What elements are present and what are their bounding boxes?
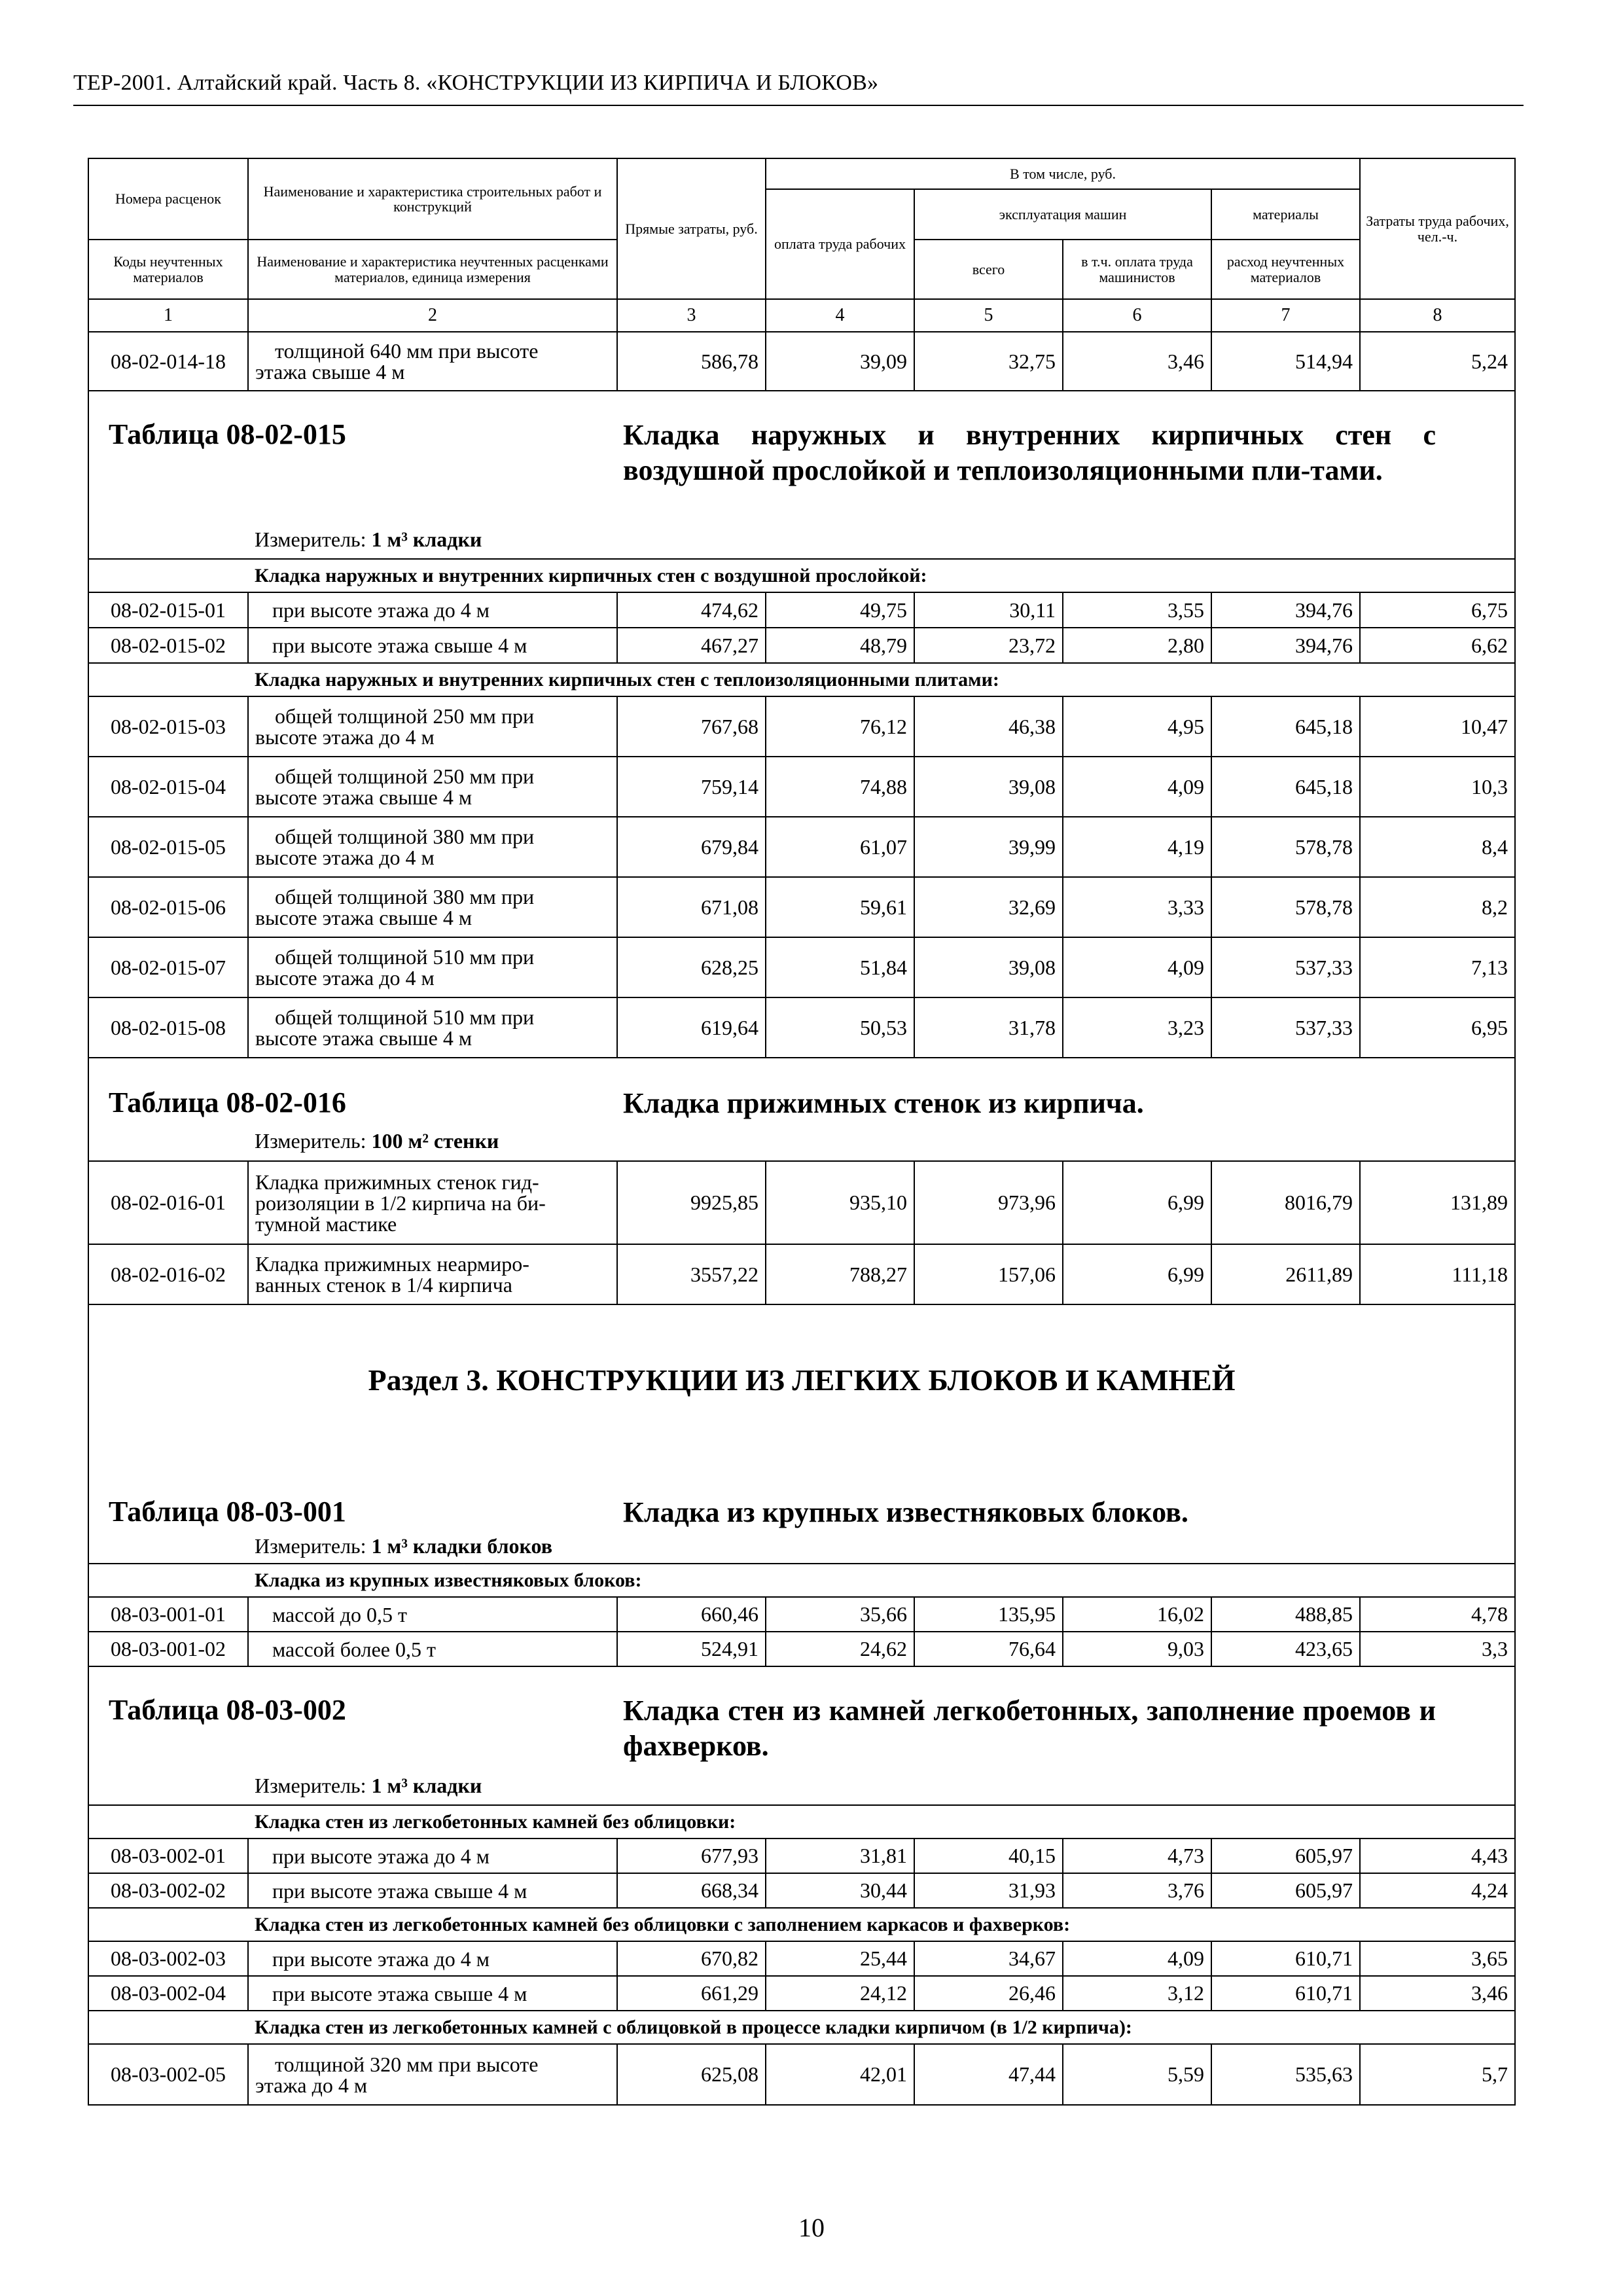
table-row: [88, 1839, 1515, 1873]
labor-hours: 10,47: [1360, 696, 1515, 757]
machines-total: 32,75: [914, 332, 1063, 391]
machines-total: 76,64: [914, 1632, 1063, 1666]
machinists-pay: 4,09: [1063, 757, 1211, 817]
direct-costs: 668,34: [617, 1873, 766, 1908]
subheading: Кладка стен из легкобетонных камней без облицовки с заполнением каркасов и фахверков:: [88, 1908, 1515, 1941]
col-materials-consumption: расход неучтенных материалов: [1211, 240, 1360, 299]
rate-code: 08-02-016-02: [88, 1244, 248, 1304]
rate-code: 08-02-015-01: [88, 592, 248, 628]
table-row: [88, 1632, 1515, 1666]
direct-costs: 625,08: [617, 2044, 766, 2105]
rate-code: 08-02-015-04: [88, 757, 248, 817]
machines-total: 46,38: [914, 696, 1063, 757]
labor-pay: 24,12: [766, 1976, 914, 2011]
machinists-pay: 3,12: [1063, 1976, 1211, 2011]
machines-total: 40,15: [914, 1839, 1063, 1873]
machines-total: 32,69: [914, 877, 1063, 937]
machinists-pay: 3,33: [1063, 877, 1211, 937]
rate-name: общей толщиной 380 мм при высоте этажа свыше 4 м: [248, 877, 617, 937]
table-row: [88, 2044, 1515, 2105]
rate-name: толщиной 320 мм при высоте этажа до 4 м: [248, 2044, 617, 2105]
table-row: [88, 696, 1515, 757]
table-08-02-015-heading: [88, 391, 1515, 559]
direct-costs: 3557,22: [617, 1244, 766, 1304]
col-machines-total: всего: [914, 240, 1063, 299]
direct-costs: 586,78: [617, 332, 766, 391]
labor-hours: 6,95: [1360, 997, 1515, 1058]
col-work-name: Наименование и характеристика строительных работ и конструкций: [248, 158, 617, 240]
materials-cost: 394,76: [1211, 592, 1360, 628]
rate-code: 08-02-015-05: [88, 817, 248, 877]
running-header: ТЕР-2001. Алтайский край. Часть 8. «КОНСТРУКЦИИ ИЗ КИРПИЧА И БЛОКОВ»: [73, 71, 879, 95]
table-row: [88, 332, 1515, 391]
rate-code: 08-02-014-18: [88, 332, 248, 391]
machines-total: 31,78: [914, 997, 1063, 1058]
subheading: Кладка наружных и внутренних кирпичных стен с теплоизоляционными плитами:: [88, 663, 1515, 696]
labor-pay: 30,44: [766, 1873, 914, 1908]
materials-cost: 537,33: [1211, 937, 1360, 997]
rate-name: Кладка прижимных стенок гид- роизоляции в 1/2 кирпича на би- тумной мастике: [248, 1161, 617, 1244]
rate-name: при высоте этажа свыше 4 м: [248, 1873, 617, 1908]
machines-total: 39,08: [914, 937, 1063, 997]
rate-name: общей толщиной 510 мм при высоте этажа до 4 м: [248, 937, 617, 997]
labor-pay: 76,12: [766, 696, 914, 757]
machinists-pay: 4,09: [1063, 937, 1211, 997]
materials-cost: 645,18: [1211, 696, 1360, 757]
machines-total: 23,72: [914, 628, 1063, 663]
machinists-pay: 3,46: [1063, 332, 1211, 391]
rate-code: 08-02-016-01: [88, 1161, 248, 1244]
labor-hours: 5,24: [1360, 332, 1515, 391]
materials-cost: 610,71: [1211, 1976, 1360, 2011]
direct-costs: 759,14: [617, 757, 766, 817]
col-number: 5: [914, 299, 1063, 332]
rate-name: массой более 0,5 т: [248, 1632, 617, 1666]
machines-total: 30,11: [914, 592, 1063, 628]
table-row: [88, 592, 1515, 628]
labor-hours: 8,2: [1360, 877, 1515, 937]
table-id: Таблица 08-03-002: [109, 1694, 346, 1726]
labor-pay: 24,62: [766, 1632, 914, 1666]
table-row: [88, 1941, 1515, 1976]
table-row: [88, 628, 1515, 663]
direct-costs: 660,46: [617, 1597, 766, 1632]
materials-cost: 488,85: [1211, 1597, 1360, 1632]
materials-cost: 535,63: [1211, 2044, 1360, 2105]
table-08-03-002-heading: [88, 1666, 1515, 1805]
labor-pay: 25,44: [766, 1941, 914, 1976]
rate-name: массой до 0,5 т: [248, 1597, 617, 1632]
machinists-pay: 16,02: [1063, 1597, 1211, 1632]
direct-costs: 670,82: [617, 1941, 766, 1976]
rate-name: общей толщиной 380 мм при высоте этажа до 4 м: [248, 817, 617, 877]
machines-total: 26,46: [914, 1976, 1063, 2011]
col-number: 2: [248, 299, 617, 332]
subheading: Кладка стен из легкобетонных камней с облицовкой в процессе кладки кирпичом (в 1/2 кирпича):: [88, 2011, 1515, 2044]
table-row: [88, 1244, 1515, 1304]
machines-total: 39,99: [914, 817, 1063, 877]
direct-costs: 619,64: [617, 997, 766, 1058]
machinists-pay: 4,73: [1063, 1839, 1211, 1873]
rate-name: при высоте этажа свыше 4 м: [248, 628, 617, 663]
table-row: [88, 1873, 1515, 1908]
labor-hours: 3,46: [1360, 1976, 1515, 2011]
col-number: 8: [1360, 299, 1515, 332]
rate-name: при высоте этажа до 4 м: [248, 592, 617, 628]
machines-total: 31,93: [914, 1873, 1063, 1908]
labor-pay: 42,01: [766, 2044, 914, 2105]
labor-hours: 4,24: [1360, 1873, 1515, 1908]
materials-cost: 605,97: [1211, 1839, 1360, 1873]
rate-code: 08-03-001-02: [88, 1632, 248, 1666]
labor-hours: 3,65: [1360, 1941, 1515, 1976]
rate-code: 08-03-002-02: [88, 1873, 248, 1908]
col-machines: эксплуатация машин: [914, 189, 1211, 240]
direct-costs: 628,25: [617, 937, 766, 997]
subheading: Кладка из крупных известняковых блоков:: [88, 1564, 1515, 1597]
table-row: [88, 1976, 1515, 2011]
machines-total: 973,96: [914, 1161, 1063, 1244]
labor-hours: 6,62: [1360, 628, 1515, 663]
labor-pay: 35,66: [766, 1597, 914, 1632]
table-title: Кладка прижимных стенок из кирпича.: [623, 1087, 1144, 1119]
rate-name: Кладка прижимных неармиро- ванных стенок в 1/4 кирпича: [248, 1244, 617, 1304]
direct-costs: 524,91: [617, 1632, 766, 1666]
machinists-pay: 4,09: [1063, 1941, 1211, 1976]
section-title: Раздел 3. КОНСТРУКЦИИ ИЗ ЛЕГКИХ БЛОКОВ И КАМНЕЙ: [368, 1363, 1236, 1397]
header-rule: [73, 105, 1524, 106]
table-measure: Измеритель: 1 м³ кладки: [255, 528, 482, 551]
rate-code: 08-03-002-03: [88, 1941, 248, 1976]
labor-pay: 51,84: [766, 937, 914, 997]
labor-pay: 935,10: [766, 1161, 914, 1244]
col-number: 6: [1063, 299, 1211, 332]
col-labor-pay: оплата труда рабочих: [766, 189, 914, 299]
materials-cost: 578,78: [1211, 817, 1360, 877]
table-row: [88, 1161, 1515, 1244]
machines-total: 135,95: [914, 1597, 1063, 1632]
machinists-pay: 3,55: [1063, 592, 1211, 628]
machinists-pay: 6,99: [1063, 1161, 1211, 1244]
direct-costs: 474,62: [617, 592, 766, 628]
machinists-pay: 4,19: [1063, 817, 1211, 877]
table-id: Таблица 08-02-015: [109, 418, 346, 450]
labor-pay: 31,81: [766, 1839, 914, 1873]
direct-costs: 677,93: [617, 1839, 766, 1873]
table-row: [88, 1597, 1515, 1632]
labor-pay: 48,79: [766, 628, 914, 663]
materials-cost: 578,78: [1211, 877, 1360, 937]
rate-name: общей толщиной 250 мм при высоте этажа до 4 м: [248, 696, 617, 757]
direct-costs: 679,84: [617, 817, 766, 877]
table-measure: Измеритель: 1 м³ кладки: [255, 1774, 482, 1797]
rate-name: толщиной 640 мм при высоте этажа свыше 4 м: [248, 332, 617, 391]
labor-pay: 74,88: [766, 757, 914, 817]
col-labor-costs: Затраты труда рабочих, чел.-ч.: [1360, 158, 1515, 299]
rate-code: 08-02-015-07: [88, 937, 248, 997]
materials-cost: 610,71: [1211, 1941, 1360, 1976]
subheading: Кладка стен из легкобетонных камней без облицовки:: [88, 1805, 1515, 1839]
col-materials-name: Наименование и характеристика неучтенных расценками материалов, единица измерения: [248, 240, 617, 299]
rate-code: 08-03-002-05: [88, 2044, 248, 2105]
labor-hours: 111,18: [1360, 1244, 1515, 1304]
table-title: Кладка наружных и внутренних кирпичных стен с воздушной прослойкой и теплоизоляционными пли-тами.: [623, 419, 1436, 486]
col-number: 3: [617, 299, 766, 332]
materials-cost: 537,33: [1211, 997, 1360, 1058]
table-row: [88, 817, 1515, 877]
rate-name: общей толщиной 510 мм при высоте этажа свыше 4 м: [248, 997, 617, 1058]
rate-code: 08-02-015-08: [88, 997, 248, 1058]
labor-pay: 788,27: [766, 1244, 914, 1304]
labor-pay: 39,09: [766, 332, 914, 391]
rate-code: 08-03-001-01: [88, 1597, 248, 1632]
labor-hours: 131,89: [1360, 1161, 1515, 1244]
direct-costs: 661,29: [617, 1976, 766, 2011]
col-incl-rub: В том числе, руб.: [766, 158, 1360, 189]
rate-name: при высоте этажа до 4 м: [248, 1941, 617, 1976]
rate-code: 08-02-015-03: [88, 696, 248, 757]
rate-code: 08-03-002-04: [88, 1976, 248, 2011]
col-number: 4: [766, 299, 914, 332]
rate-code: 08-02-015-06: [88, 877, 248, 937]
machinists-pay: 3,76: [1063, 1873, 1211, 1908]
machines-total: 34,67: [914, 1941, 1063, 1976]
labor-hours: 8,4: [1360, 817, 1515, 877]
direct-costs: 767,68: [617, 696, 766, 757]
labor-hours: 7,13: [1360, 937, 1515, 997]
table-title: Кладка стен из камней легкобетонных, заполнение проемов и фахверков.: [623, 1695, 1436, 1762]
rate-code: 08-03-002-01: [88, 1839, 248, 1873]
col-number: 7: [1211, 299, 1360, 332]
direct-costs: 671,08: [617, 877, 766, 937]
table-row: [88, 937, 1515, 997]
rate-name: при высоте этажа до 4 м: [248, 1839, 617, 1873]
materials-cost: 8016,79: [1211, 1161, 1360, 1244]
materials-cost: 605,97: [1211, 1873, 1360, 1908]
machines-total: 39,08: [914, 757, 1063, 817]
direct-costs: 9925,85: [617, 1161, 766, 1244]
materials-cost: 2611,89: [1211, 1244, 1360, 1304]
rates-table: [88, 158, 1516, 2106]
labor-hours: 4,43: [1360, 1839, 1515, 1873]
rate-code: 08-02-015-02: [88, 628, 248, 663]
labor-pay: 59,61: [766, 877, 914, 937]
table-measure: Измеритель: 100 м² стенки: [255, 1129, 499, 1153]
table-id: Таблица 08-03-001: [109, 1496, 346, 1528]
table-measure: Измеритель: 1 м³ кладки блоков: [255, 1534, 553, 1558]
labor-pay: 49,75: [766, 592, 914, 628]
col-direct-costs: Прямые затраты, руб.: [617, 158, 766, 299]
table-08-02-016-heading: [88, 1058, 1515, 1161]
labor-pay: 50,53: [766, 997, 914, 1058]
direct-costs: 467,27: [617, 628, 766, 663]
labor-hours: 6,75: [1360, 592, 1515, 628]
col-codes-materials: Коды неучтенных материалов: [88, 240, 248, 299]
rate-name: общей толщиной 250 мм при высоте этажа свыше 4 м: [248, 757, 617, 817]
materials-cost: 394,76: [1211, 628, 1360, 663]
machinists-pay: 3,23: [1063, 997, 1211, 1058]
machinists-pay: 6,99: [1063, 1244, 1211, 1304]
col-machinists-pay: в т.ч. оплата труда машинистов: [1063, 240, 1211, 299]
labor-hours: 3,3: [1360, 1632, 1515, 1666]
machinists-pay: 5,59: [1063, 2044, 1211, 2105]
machines-total: 157,06: [914, 1244, 1063, 1304]
labor-hours: 5,7: [1360, 2044, 1515, 2105]
col-rate-number: Номера расценок: [88, 158, 248, 240]
machinists-pay: 9,03: [1063, 1632, 1211, 1666]
materials-cost: 645,18: [1211, 757, 1360, 817]
labor-pay: 61,07: [766, 817, 914, 877]
materials-cost: 514,94: [1211, 332, 1360, 391]
materials-cost: 423,65: [1211, 1632, 1360, 1666]
table-id: Таблица 08-02-016: [109, 1086, 346, 1119]
subheading: Кладка наружных и внутренних кирпичных стен с воздушной прослойкой:: [88, 559, 1515, 592]
table-title: Кладка из крупных известняковых блоков.: [623, 1496, 1188, 1528]
table-row: [88, 997, 1515, 1058]
col-materials: материалы: [1211, 189, 1360, 240]
machinists-pay: 4,95: [1063, 696, 1211, 757]
page-number: 10: [798, 2213, 825, 2242]
machines-total: 47,44: [914, 2044, 1063, 2105]
labor-hours: 4,78: [1360, 1597, 1515, 1632]
section-3-heading: [88, 1304, 1515, 1564]
col-number: 1: [88, 299, 248, 332]
rate-name: при высоте этажа свыше 4 м: [248, 1976, 617, 2011]
table-row: [88, 877, 1515, 937]
machinists-pay: 2,80: [1063, 628, 1211, 663]
table-row: [88, 757, 1515, 817]
labor-hours: 10,3: [1360, 757, 1515, 817]
